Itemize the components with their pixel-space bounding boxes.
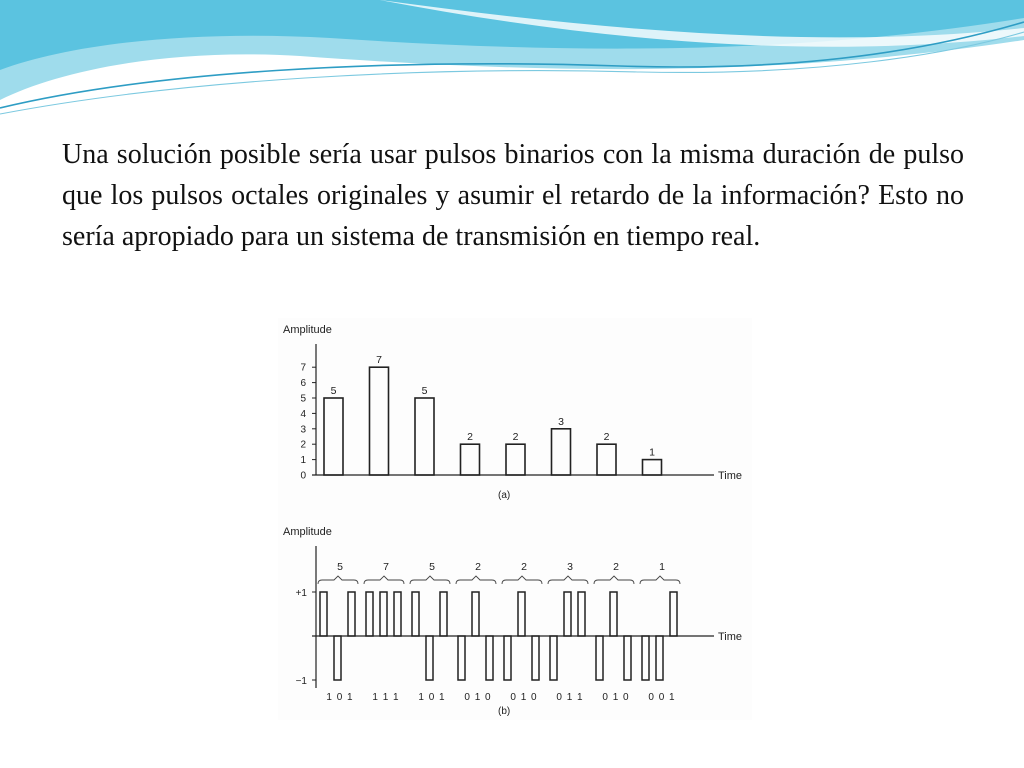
panel-a-y-tick-label: 1 bbox=[300, 455, 306, 467]
panel-b-bit-label: 1 0 1 bbox=[326, 692, 354, 703]
panel-a-y-tick-label: 7 bbox=[300, 362, 306, 374]
panel-a-bar-label: 2 bbox=[512, 431, 519, 444]
panel-b-bit-label: 0 1 0 bbox=[510, 692, 538, 703]
panel-a-bar-label: 2 bbox=[467, 431, 473, 444]
panel-a-y-tick-label: 2 bbox=[300, 439, 306, 451]
panel-b-bit-label: 0 1 0 bbox=[602, 692, 630, 703]
panel-a-y-tick-label: 3 bbox=[300, 424, 306, 436]
panel-b-octal-label: 7 bbox=[383, 561, 389, 573]
figure-background bbox=[278, 318, 752, 720]
panel-b-y-tick-label: +1 bbox=[295, 588, 307, 599]
panel-a-bar-label: 7 bbox=[376, 354, 382, 367]
panel-a-bar-label: 2 bbox=[603, 431, 610, 444]
panel-b-octal-label: 5 bbox=[429, 561, 435, 573]
slide-paragraph: Una solución posible sería usar pulsos binarios con la misma duración de pulso que los pulsos octales originales y asumir el retardo de la información? Esto no sería apropiado para un sistema de transmisión en tiempo real. bbox=[62, 139, 964, 252]
panel-a-bar-label: 3 bbox=[558, 415, 564, 428]
panel-b-caption: (b) bbox=[498, 706, 511, 717]
panel-b-octal-label: 2 bbox=[613, 561, 619, 573]
panel-b-octal-label: 2 bbox=[475, 561, 481, 573]
panel-a-y-tick-label: 6 bbox=[300, 378, 306, 390]
panel-b-y-label: Amplitude bbox=[283, 526, 332, 538]
panel-b-octal-label: 5 bbox=[337, 561, 343, 573]
panel-a-caption: (a) bbox=[498, 490, 511, 501]
panel-a-y-label: Amplitude bbox=[283, 324, 332, 336]
panel-b-bit-label: 0 1 1 bbox=[556, 692, 584, 703]
header-wave-decoration bbox=[0, 0, 1024, 130]
panel-b-octal-label: 3 bbox=[567, 561, 573, 573]
pulse-figure bbox=[278, 318, 752, 720]
panel-a-bar-label: 5 bbox=[330, 385, 337, 397]
panel-b-bit-label: 1 1 1 bbox=[372, 692, 400, 703]
panel-b-x-label: Time bbox=[718, 631, 743, 643]
panel-a-y-tick-label: 0 bbox=[300, 470, 306, 482]
panel-b-bit-label: 0 0 1 bbox=[648, 692, 676, 703]
panel-b-octal-label: 2 bbox=[521, 561, 527, 573]
panel-b-y-tick-label: −1 bbox=[295, 676, 307, 687]
panel-b-bit-label: 1 0 1 bbox=[418, 692, 446, 703]
panel-a-bar-label: 1 bbox=[649, 446, 655, 459]
panel-a-bar-label: 5 bbox=[421, 385, 428, 397]
panel-a-y-tick-label: 5 bbox=[300, 393, 306, 405]
panel-a-y-tick-label: 4 bbox=[300, 408, 306, 420]
panel-b-bit-label: 0 1 0 bbox=[464, 692, 492, 703]
panel-a-x-label: Time bbox=[718, 470, 743, 482]
panel-b-octal-label: 1 bbox=[659, 561, 665, 573]
